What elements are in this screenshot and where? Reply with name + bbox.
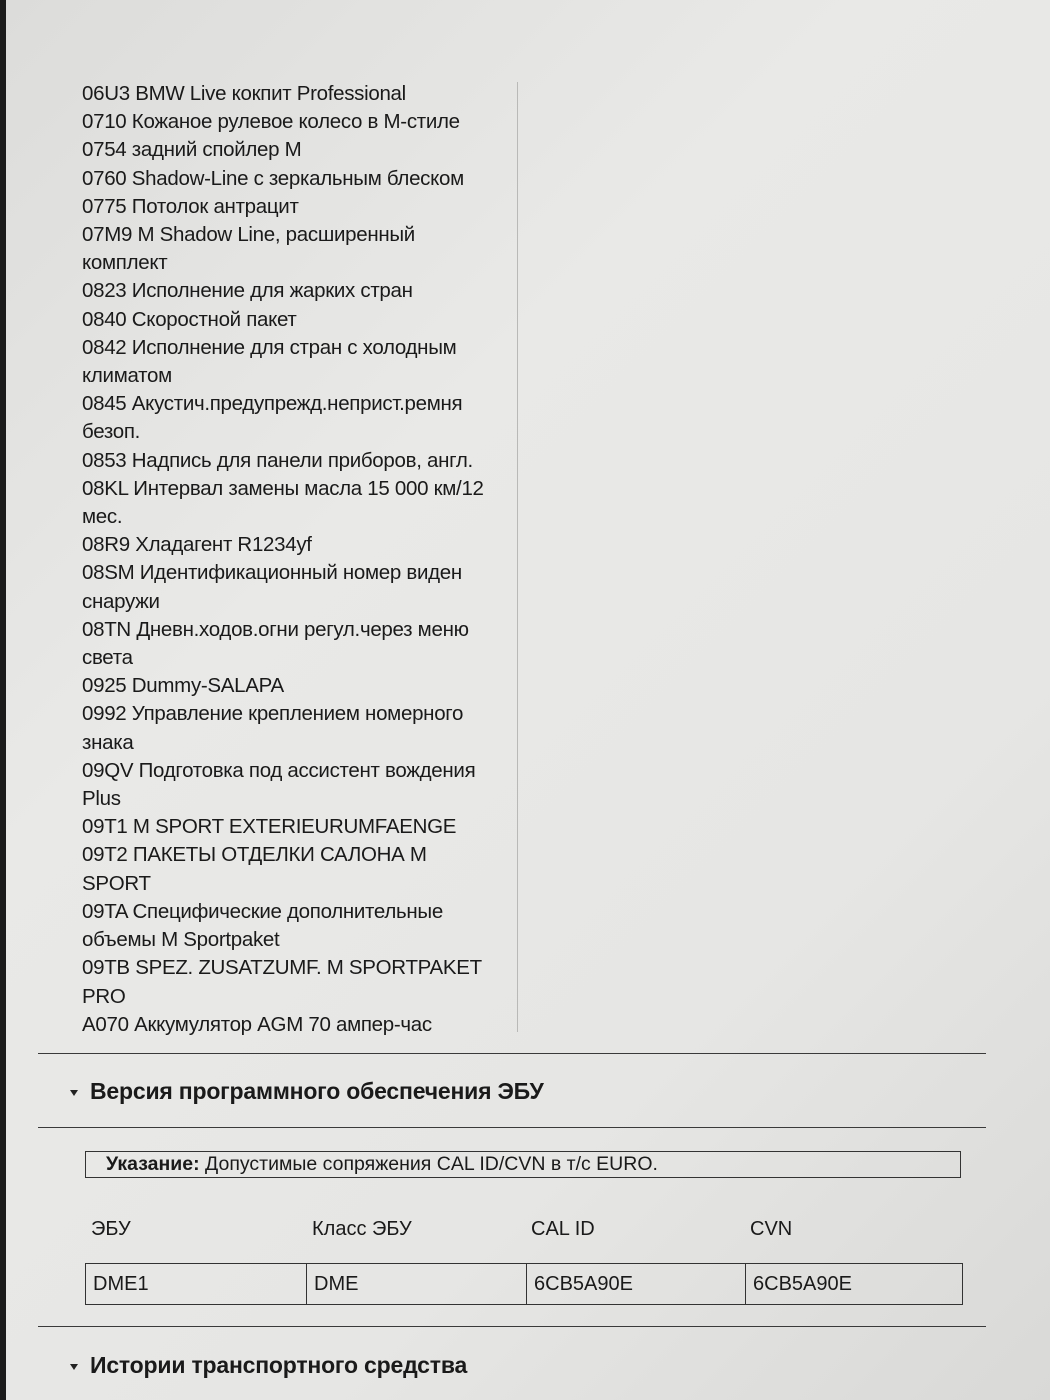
cell-cvn: 6CB5A90E — [745, 1264, 962, 1304]
table-row — [85, 1263, 963, 1305]
option-line: A070 Аккумулятор AGM 70 ампер-час — [82, 1012, 432, 1036]
option-line: 0710 Кожаное рулевое колесо в М-стиле — [82, 110, 460, 134]
option-line: 0775 Потолок антрацит — [82, 194, 299, 218]
option-line: 0840 Скоростной пакет — [82, 307, 297, 331]
option-line: комплект — [82, 251, 168, 275]
option-line: безоп. — [82, 420, 141, 444]
option-line: 09TA Специфические дополнительные — [82, 899, 443, 923]
option-line: SPORT — [82, 871, 151, 895]
note-box — [85, 1151, 961, 1178]
section-divider — [38, 1326, 986, 1327]
option-line: 07M9 M Shadow Line, расширенный — [82, 223, 415, 247]
option-line: 0925 Dummy-SALAPA — [82, 674, 284, 698]
cell-ecu: DME1 — [93, 1272, 149, 1295]
note-label: Указание: — [106, 1153, 200, 1175]
option-line: объемы M Sportpaket — [82, 928, 280, 952]
column-header-cvn: CVN — [750, 1218, 793, 1240]
vehicle-history-section-title: Истории транспортного средства — [90, 1352, 468, 1378]
option-line: 0853 Надпись для панели приборов, англ. — [82, 448, 473, 472]
option-line: 0842 Исполнение для стран с холодным — [82, 335, 457, 359]
option-line: 0992 Управление креплением номерного — [82, 702, 464, 726]
option-line: 08TN Дневн.ходов.огни регул.через меню — [82, 617, 469, 641]
collapse-triangle-icon[interactable] — [70, 1090, 78, 1096]
option-line: 09T1 M SPORT EXTERIEURUMFAENGE — [82, 815, 457, 839]
option-line: 09TB SPEZ. ZUSATZUMF. M SPORTPAKET — [82, 956, 482, 980]
option-line: знака — [82, 730, 134, 754]
collapse-triangle-icon[interactable] — [70, 1364, 78, 1370]
option-line: климатом — [82, 364, 172, 388]
cell-cal-id: 6CB5A90E — [526, 1264, 745, 1304]
option-line: 06U3 BMW Live кокпит Professional — [82, 82, 406, 105]
section-divider — [38, 1053, 986, 1054]
option-line: света — [82, 646, 133, 670]
note-text: Допустимые сопряжения CAL ID/CVN в т/с EURO. — [199, 1153, 658, 1175]
column-header-ecu: ЭБУ — [91, 1218, 131, 1240]
vehicle-history-section-header[interactable] — [70, 1352, 467, 1379]
ecu-software-section-header[interactable] — [70, 1078, 544, 1105]
column-header-ecu-class: Класс ЭБУ — [312, 1218, 412, 1240]
option-line: 0823 Исполнение для жарких стран — [82, 279, 413, 303]
option-line: 0754 задний спойлер M — [82, 138, 302, 162]
screen-bezel — [0, 0, 6, 1400]
option-line: 09QV Подготовка под ассистент вождения — [82, 758, 476, 782]
column-divider — [517, 82, 518, 1032]
option-line: 0760 Shadow-Line с зеркальным блеском — [82, 166, 464, 190]
option-line: мес. — [82, 505, 123, 529]
column-header-cal-id: CAL ID — [531, 1218, 595, 1240]
option-line: 08KL Интервал замены масла 15 000 км/12 — [82, 476, 484, 500]
option-line: 09T2 ПАКЕТЫ ОТДЕЛКИ САЛОНА M — [82, 843, 427, 867]
option-line: 0845 Акустич.предупрежд.неприст.ремня — [82, 392, 463, 416]
option-line: снаружи — [82, 589, 160, 613]
equipment-options-list — [82, 80, 514, 1039]
ecu-software-section-title: Версия программного обеспечения ЭБУ — [90, 1078, 544, 1104]
option-line: PRO — [82, 984, 126, 1008]
section-divider — [38, 1127, 986, 1128]
option-line: 08R9 Хладагент R1234yf — [82, 533, 312, 557]
option-line: Plus — [82, 787, 121, 811]
option-line: 08SM Идентификационный номер виден — [82, 561, 462, 585]
cell-ecu-class: DME — [306, 1264, 526, 1304]
